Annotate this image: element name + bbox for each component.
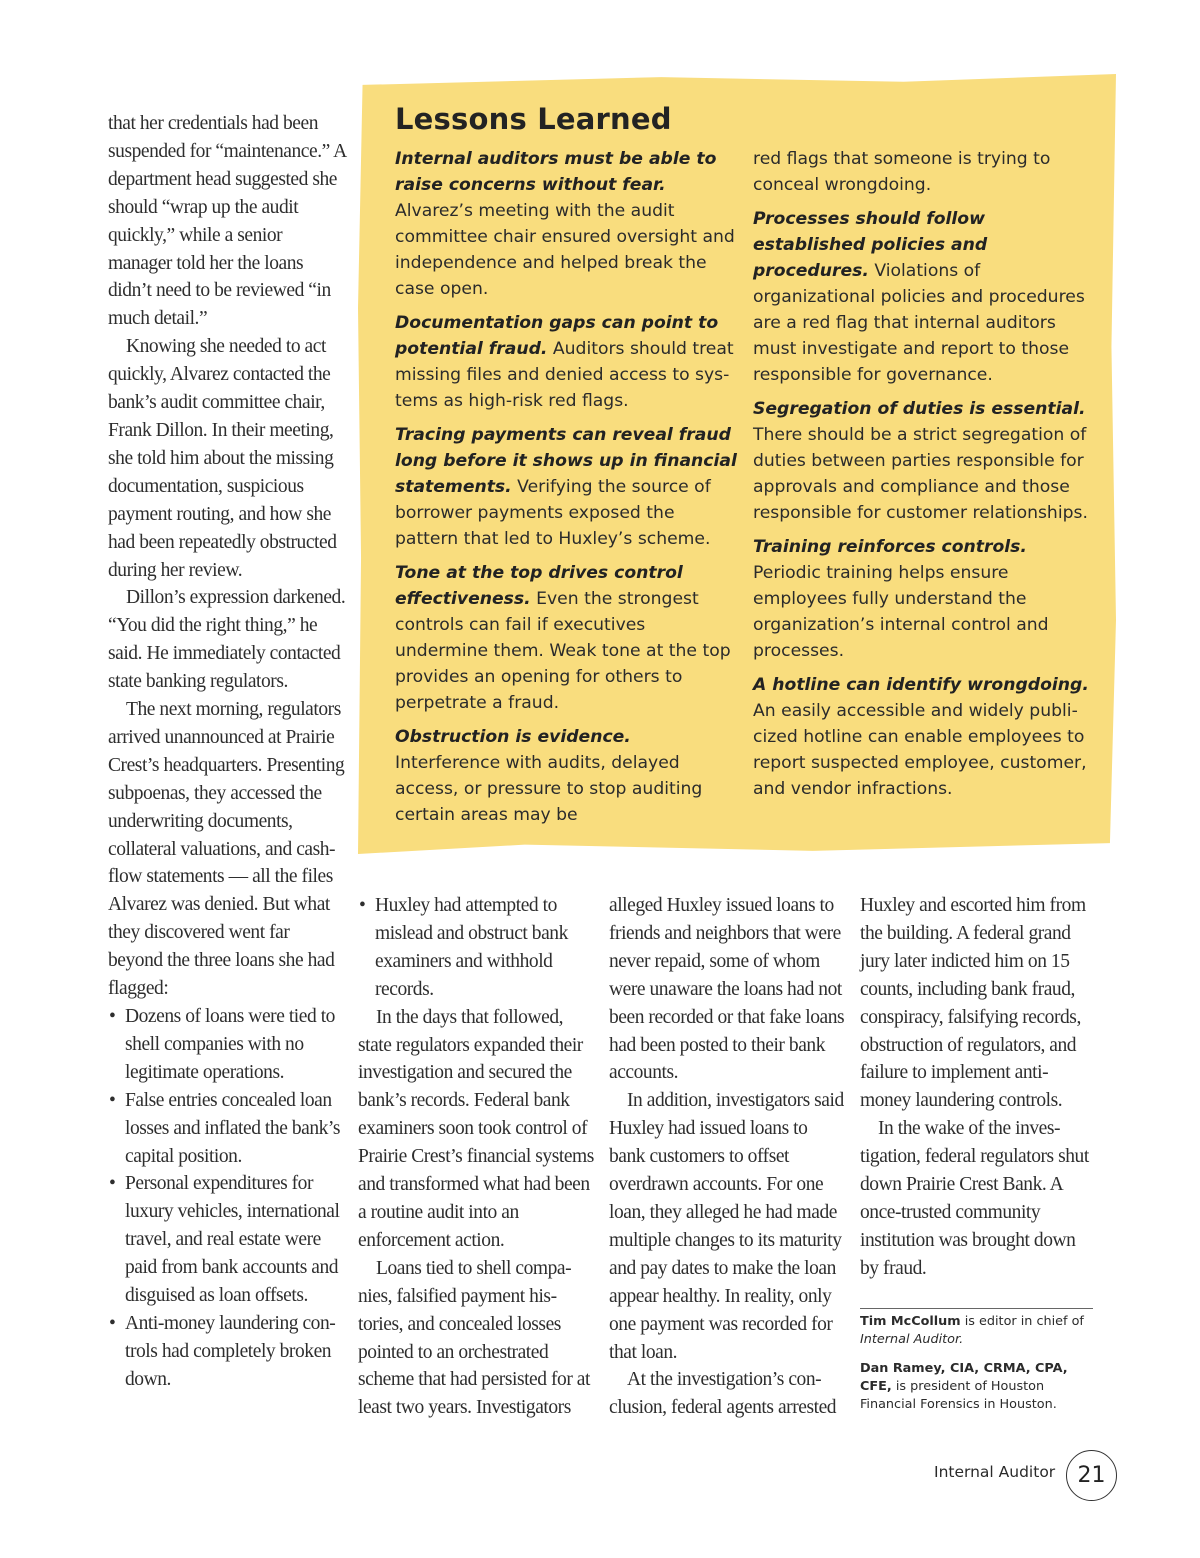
lesson-item [753,207,1095,388]
finding-item: • Huxley had attempted to mislead and obstruct bank examiners and withhold records. [358,892,594,1004]
lesson-body: Interference with audits, delayed access, or pressure to stop auditing certain areas may be [395,752,703,825]
finding-item: • False entries concealed loan losses and inflated the bank’s capital position. [108,1087,346,1171]
author-bio-2 [860,1360,1100,1415]
author-description: is president of Houston Financial Forensics in Houston. [860,1378,1057,1413]
lesson-heading: Segregation of duties is essential. [753,399,1086,420]
left-paragraph-2: Knowing she needed to act quickly, Alvarez contacted the bank’s audit committee chair, Frank Dillon. In their meeting, she told him about the missing documentation, suspicious payment routing, and how she had been repeatedly obstructed during her review. [108,336,337,581]
col2-paragraph-1: In the days that followed, state regulators expanded their investigation and secured the bank’s records. Federal bank examiners soon took control of Prairie Crest’s financial systems and transformed what had been a routine audit into an enforcement action. [358,1006,594,1251]
lesson-heading: A hotline can identify wrongdoing. [753,675,1089,696]
body-column-2 [358,892,594,1422]
body-column-3 [609,892,845,1422]
col3-paragraph-1: alleged Huxley issued loans to friends and neighbors that were never repaid, some of whom were unaware the loans had not been recorded or that fake loans had been posted to their bank accounts. [609,895,845,1084]
lesson-heading: Tone at the top drives control effectiveness. [395,563,683,609]
col3-paragraph-3: At the investigation’s conclusion, federal agents arrested [609,1369,837,1419]
bio-divider [860,1308,1093,1309]
col4-paragraph-2: In the wake of the investigation, federal regulators shut down Prairie Crest Bank. A once-trusted community institution was brought down by fraud. [860,1118,1089,1279]
footer-publication: Internal Auditor [934,1463,1056,1481]
lesson-item [753,535,1095,665]
author-description: is editor in chief of [960,1314,1084,1329]
lesson-body: An easily accessible and widely publicized hotline can enable employees to report suspected employee, customer, and vendor infractions. [753,701,1087,799]
left-column [108,110,346,1394]
author-name: Tim McCollum [860,1314,961,1329]
lesson-body: Auditors should treat missing files and denied access to systems as high-risk red flags. [395,338,734,411]
finding-item: • Personal expenditures for luxury vehicles, international travel, and real estate were paid from bank accounts and disguised as loan offsets. [108,1170,346,1310]
col4-paragraph-1: Huxley and escorted him from the building. A federal grand jury later indicted him on 15 counts, including bank fraud, conspiracy, falsifying records, obstruction of regulators, and failure to implement anti-money laundering controls. [860,895,1086,1112]
lesson-heading: Tracing payments can reveal fraud long before it shows up in financial statements. [395,425,737,497]
lesson-item [395,725,737,829]
left-paragraph-1: that her credentials had been suspended for “maintenance.” A department head suggested she should “wrap up the audit quickly,” while a senior manager told her the loans didn’t need to be reviewed “in much detail.” [108,113,346,330]
lesson-item [753,397,1095,527]
finding-item: • Anti-money laundering controls had completely broken down. [108,1310,346,1394]
finding-item: • Dozens of loans were tied to shell companies with no legitimate operations. [108,1003,346,1087]
col3-paragraph-2: In addition, investigators said Huxley had issued loans to bank customers to offset overdrawn accounts. For one loan, they alleged he had made multiple changes to its maturity and pay dates to make the loan appear healthy. In reality, only one payment was recorded for that loan. [609,1090,844,1363]
body-column-4 [860,892,1096,1283]
author-bios [860,1313,1100,1424]
lesson-heading: Internal auditors must be able to raise concerns without fear. [395,149,717,195]
lesson-body: Even the strongest controls can fail if executives undermine them. Weak tone at the top provides an opening for others to perpetrate a fraud. [395,589,731,713]
lesson-body: There should be a strict segregation of duties between parties responsible for approvals and compliance and those responsible for customer relationships. [753,425,1088,523]
col2-paragraph-2: Loans tied to shell companies, falsified payment histories, and concealed losses pointed to an orchestrated scheme that had persisted for at least two years. Investigators [358,1257,590,1419]
lesson-heading: Documentation gaps can point to potential fraud. [395,312,719,359]
lesson-heading: Training reinforces controls. [753,537,1027,558]
lesson-continuation: red flags that someone is trying to conceal wrongdoing. [753,149,1051,195]
lesson-item [753,673,1095,803]
lesson-heading: Obstruction is evidence. [395,727,631,748]
findings-list-continued [358,892,594,1004]
sidebar-title: Lessons Learned [395,102,672,136]
lesson-body: Violations of organizational policies and procedures are a red flag that internal auditors must investigate and report to those responsible for governance. [753,261,1085,385]
left-paragraph-4: The next morning, regulators arrived unannounced at Prairie Crest’s headquarters. Presenting subpoenas, they accessed the underwriting documents, collateral valuations, and cash-flow statements — all the files Alvarez was denied. But what they discovered went far beyond the three loans she had flagged: [108,699,345,1000]
lesson-body: Periodic training helps ensure employees fully understand the organization’s internal control and processes. [753,563,1049,661]
lesson-body: Verifying the source of borrower payments exposed the pattern that led to Huxley’s scheme. [395,476,711,549]
sidebar-column-1 [395,147,737,837]
left-paragraph-3: Dillon’s expression darkened. “You did the right thing,” he said. He immediately contacted state banking regulators. [108,587,346,693]
page-number: 21 [1066,1450,1117,1501]
findings-list [108,1003,346,1394]
sidebar-column-2 [753,147,1095,811]
lesson-item [395,311,737,415]
publication-name: Internal Auditor. [860,1332,964,1348]
lesson-body: Alvarez’s meeting with the audit committee chair ensured oversight and independence and helped break the case open. [395,200,735,299]
author-name: Dan Ramey, CIA, CRMA, CPA, CFE, [860,1360,1068,1394]
lesson-item [395,423,737,553]
lesson-item [395,147,737,302]
lesson-item [395,561,737,716]
author-bio-1 [860,1313,1100,1350]
lesson-heading: Processes should follow established policies and procedures. [753,209,988,282]
